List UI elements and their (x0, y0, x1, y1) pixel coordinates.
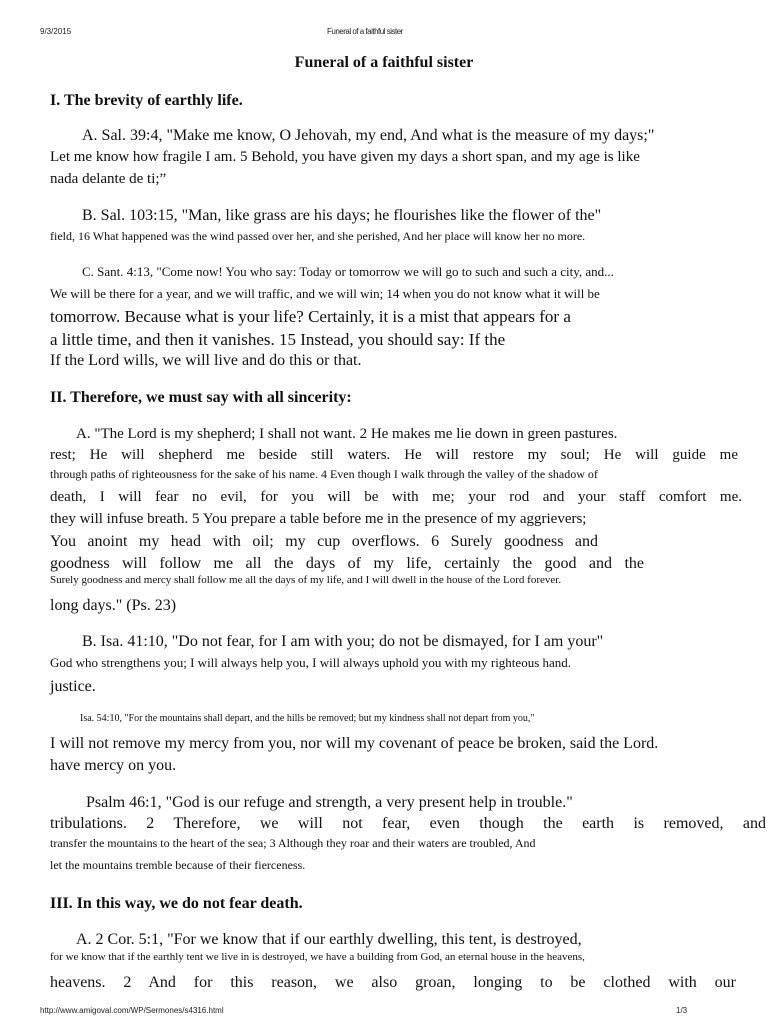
paragraph-line: goodness will follow me all the days of my life, certainly the good and the (50, 555, 644, 572)
paragraph-line: let the mountains tremble because of their fierceness. (50, 858, 306, 872)
paragraph-line: tribulations. 2 Therefore, we will not fear, even though the earth is removed, and (50, 815, 766, 832)
footer-url[interactable]: http://www.amigoval.com/WP/Sermones/s4316.html (40, 1006, 224, 1015)
paragraph-line: A. "The Lord is my shepherd; I shall not want. 2 He makes me lie down in green pastures. (76, 426, 618, 442)
paragraph-line: We will be there for a year, and we will traffic, and we will win; 14 when you do not know what it will be (50, 286, 600, 301)
paragraph-line: A. Sal. 39:4, "Make me know, O Jehovah, my end, And what is the measure of my days;" (82, 127, 655, 144)
section-heading-2: II. Therefore, we must say with all sincerity: (50, 389, 352, 406)
paragraph-line: Isa. 54:10, "For the mountains shall depart, and the hills be removed; but my kindness shall not depart from you," (80, 713, 535, 724)
section-heading-3: III. In this way, we do not fear death. (50, 895, 303, 912)
paragraph-line: nada delante de ti;” (50, 171, 167, 187)
paragraph-line: they will infuse breath. 5 You prepare a table before me in the presence of my aggrievers; (50, 511, 587, 527)
paragraph-line: transfer the mountains to the heart of the sea; 3 Although they roar and their waters are troubled, And (50, 836, 536, 850)
paragraph-line: heavens. 2 And for this reason, we also groan, longing to be clothed with our (50, 974, 736, 991)
paragraph-line: God who strengthens you; I will always help you, I will always uphold you with my righteous hand. (50, 655, 572, 670)
paragraph-line: tomorrow. Because what is your life? Certainly, it is a mist that appears for a (50, 307, 571, 326)
paragraph-line: for we know that if the earthly tent we live in is destroyed, we have a building from God, an eternal house in the heavens, (50, 951, 585, 963)
paragraph-line: You anoint my head with oil; my cup overflows. 6 Surely goodness and (50, 533, 598, 550)
footer-page-number: 1/3 (676, 1006, 688, 1015)
paragraph-line: Psalm 46:1, "God is our refuge and strength, a very present help in trouble." (86, 794, 573, 811)
paragraph-line: justice. (50, 678, 96, 695)
paragraph-line: I will not remove my mercy from you, nor will my covenant of peace be broken, said the Lord. (50, 735, 659, 752)
page-title: Funeral of a faithful sister (294, 54, 474, 71)
paragraph-line: field, 16 What happened was the wind passed over her, and she perished, And her place will know her no more. (50, 229, 586, 243)
header-doc-title: Funeral of a faithful sister (327, 27, 403, 36)
paragraph-line: C. Sant. 4:13, "Come now! You who say: Today or tomorrow we will go to such and such a city, and... (82, 264, 614, 279)
paragraph-line: B. Sal. 103:15, "Man, like grass are his days; he flourishes like the flower of the" (82, 207, 602, 224)
header-date: 9/3/2015 (40, 27, 72, 36)
paragraph-line: a little time, and then it vanishes. 15 Instead, you should say: If the (50, 330, 506, 349)
paragraph-line: death, I will fear no evil, for you will be with me; your rod and your staff comfort me. (50, 489, 742, 505)
paragraph-line: If the Lord wills, we will live and do this or that. (50, 352, 362, 369)
paragraph-line: long days." (Ps. 23) (50, 597, 177, 614)
paragraph-line: rest; He will shepherd me beside still waters. He will restore my soul; He will guide me (50, 447, 738, 463)
paragraph-line: through paths of righteousness for the sake of his name. 4 Even though I walk through the valley of the shadow of (50, 467, 598, 481)
paragraph-line: have mercy on you. (50, 757, 177, 774)
section-heading-1: I. The brevity of earthly life. (50, 92, 243, 109)
paragraph-line: Let me know how fragile I am. 5 Behold, you have given my days a short span, and my age is like (50, 149, 640, 165)
paragraph-line: B. Isa. 41:10, "Do not fear, for I am with you; do not be dismayed, for I am your" (82, 633, 604, 650)
paragraph-line: Surely goodness and mercy shall follow me all the days of my life, and I will dwell in the house of the Lord forever. (50, 574, 562, 586)
paragraph-line: A. 2 Cor. 5:1, "For we know that if our earthly dwelling, this tent, is destroyed, (76, 931, 582, 948)
